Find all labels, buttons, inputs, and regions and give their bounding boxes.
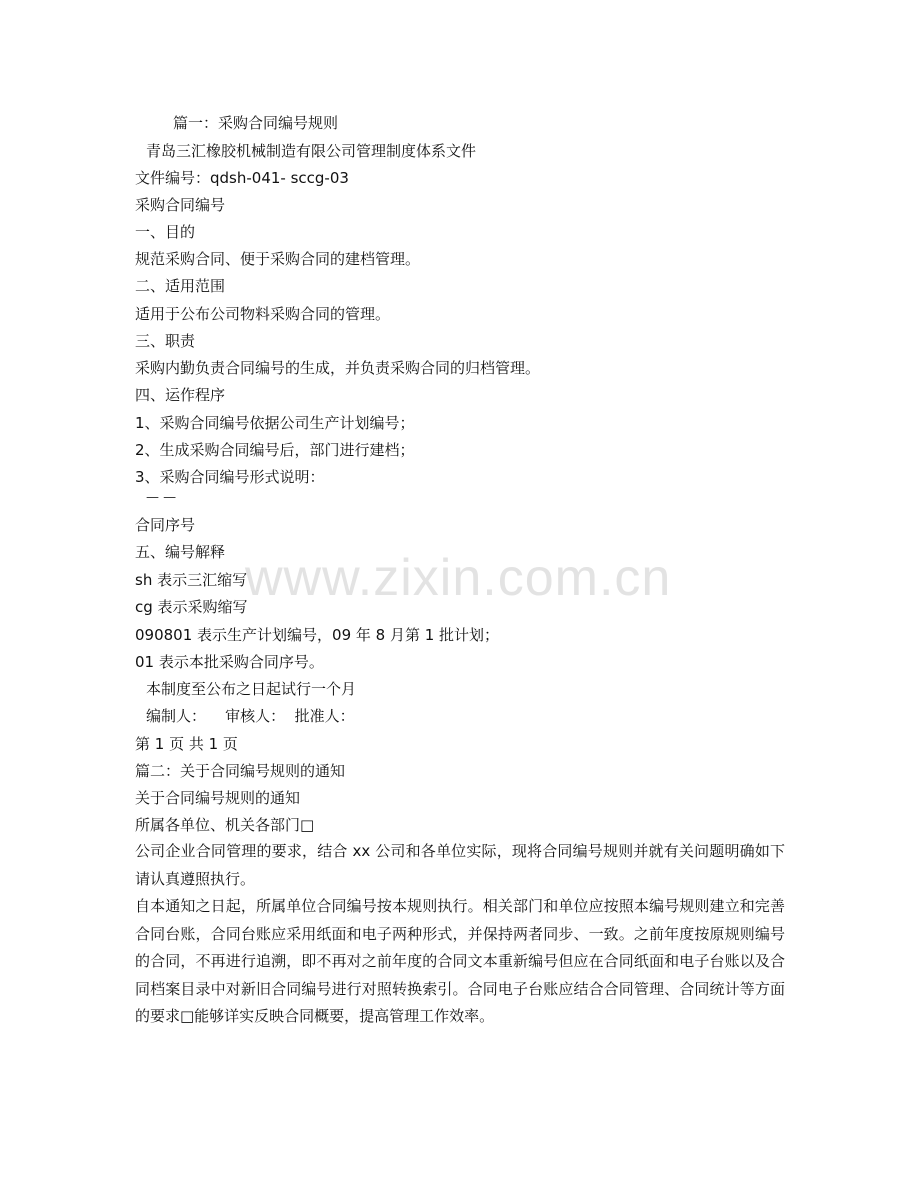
addressee: 所属各单位、机关各部门□: [135, 816, 315, 834]
watermark: www.zixin.com.cn: [245, 549, 672, 607]
section-1-title: 一、目的: [135, 223, 196, 241]
dashes: — —: [146, 490, 177, 505]
company-title: 青岛三汇橡胶机械制造有限公司管理制度体系文件: [146, 142, 477, 160]
step-3: 3、采购合同编号形式说明：: [135, 468, 325, 486]
section-4-title: 四、运作程序: [135, 386, 226, 404]
section-5-title: 五、编号解释: [135, 543, 226, 561]
part2-heading: 篇二：关于合同编号规则的通知: [135, 762, 346, 780]
section-1-body: 规范采购合同、便于采购合同的建档管理。: [135, 250, 421, 268]
signers-line: 编制人： 审核人： 批准人：: [146, 707, 355, 725]
contract-seq-label: 合同序号: [135, 516, 196, 534]
explanation-seq: 01 表示本批采购合同序号。: [135, 653, 324, 671]
part1-heading: 篇一：采购合同编号规则: [173, 114, 339, 132]
section-2-body: 适用于公布公司物料采购合同的管理。: [135, 305, 391, 323]
explanation-plan-number: 090801 表示生产计划编号，09 年 8 月第 1 批计划；: [135, 626, 500, 644]
notice-title: 关于合同编号规则的通知: [135, 789, 301, 807]
step-1: 1、采购合同编号依据公司生产计划编号；: [135, 414, 415, 432]
section-3-title: 三、职责: [135, 332, 196, 350]
step-2: 2、生成采购合同编号后，部门进行建档；: [135, 441, 415, 459]
explanation-cg: cg 表示采购缩写: [135, 598, 248, 616]
doc-name: 采购合同编号: [135, 196, 226, 214]
paragraph-2: 自本通知之日起，所属单位合同编号按本规则执行。相关部门和单位应按照本编号规则建立和完善合同台账，合同台账应采用纸面和电子两种形式，并保持两者同步、一致。之前年度按原规则编号的合同，不再进行追溯，即不再对之前年度的合同文本重新编号但应在合同纸面和电子台账以及合同档案目录中对新旧合同编号进行对照转换索引。合同电子台账应结合合同管理、合同统计等方面的要求□能够详实反映合同概要，提高管理工作效率。: [135, 897, 785, 1025]
trial-note: 本制度至公布之日起试行一个月: [146, 680, 357, 698]
section-3-body: 采购内勤负责合同编号的生成，并负责采购合同的归档管理。: [135, 359, 541, 377]
doc-number: 文件编号：qdsh-041- sccg-03: [135, 169, 349, 187]
explanation-sh: sh 表示三汇缩写: [135, 571, 248, 589]
page-info: 第 1 页 共 1 页: [135, 735, 238, 753]
paragraph-1: 公司企业合同管理的要求，结合 xx 公司和各单位实际，现将合同编号规则并就有关问题明确如下请认真遵照执行。: [135, 842, 785, 888]
section-2-title: 二、适用范围: [135, 277, 226, 295]
